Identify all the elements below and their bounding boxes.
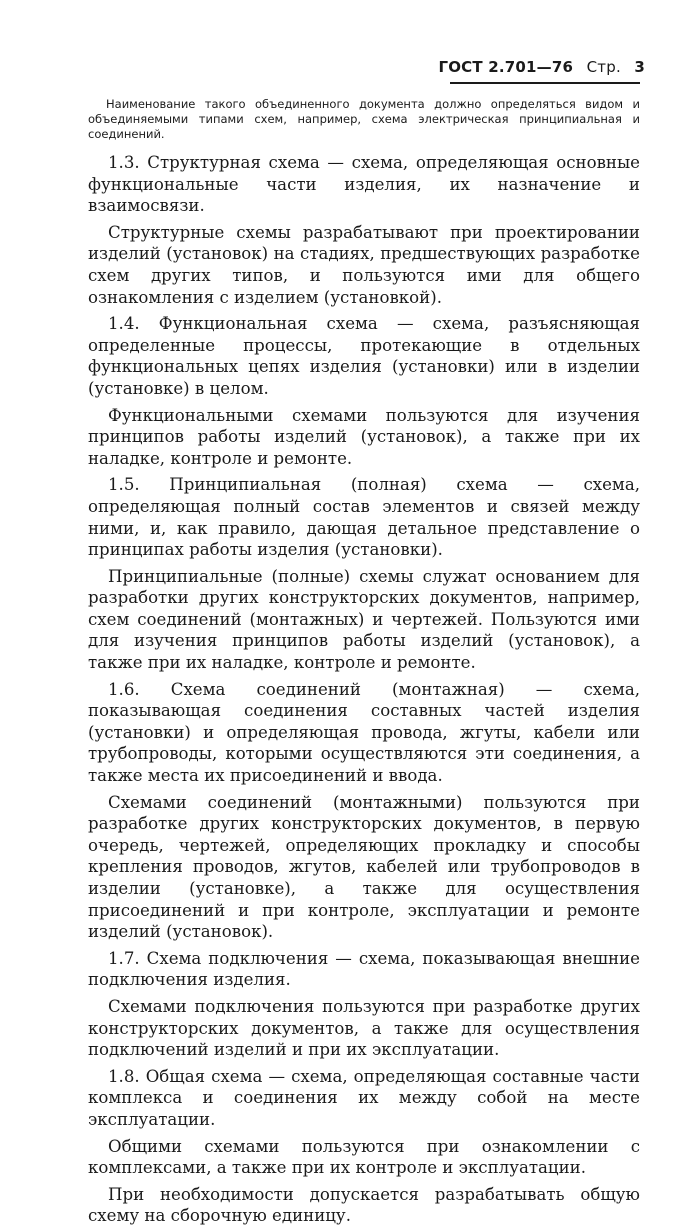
- paragraph-1-7: 1.7. Схема подключения — схема, показывающая внешние подключения изделия.: [88, 948, 640, 990]
- paragraph-functional-use: Функциональными схемами пользуются для изучения принципов работы изделий (установок), а также при их наладке, контроле и ремонте.: [88, 405, 640, 468]
- paragraph-connection-use: Схемами соединений (монтажными) пользуются при разработке других конструкторских документов, в первую очередь, чертежей, определяющих прокладку и способы крепления проводов, жгутов, кабелей или трубопроводов в изделии (установке), а также для осуществления присоединений и при контроле, эксплуатации и ремонте изделий (установок).: [88, 792, 640, 942]
- paragraph-1-6: 1.6. Схема соединений (монтажная) — схема, показывающая соединения составных частей изделия (установки) и определяющая провода, жгуты, кабели или трубопроводы, которыми осуществляются эти соединения, а также места их присоединений и ввода.: [88, 679, 640, 786]
- header-rule: [450, 82, 640, 84]
- page-label: Стр.: [586, 58, 621, 76]
- page-number: 3: [634, 58, 645, 76]
- paragraph-assembly-unit: При необходимости допускается разрабатывать общую схему на сборочную единицу.: [88, 1184, 640, 1226]
- paragraph-1-4: 1.4. Функциональная схема — схема, разъясняющая определенные процессы, протекающие в отдельных функциональных цепях изделия (установки) или в изделии (установке) в целом.: [88, 314, 640, 398]
- paragraph-1-5: 1.5. Принципиальная (полная) схема — схема, определяющая полный состав элементов и связей между ними, и, как правило, дающая детальное представление о принципах работы изделия (установки).: [88, 475, 640, 560]
- page-header: [430, 58, 645, 76]
- paragraph-wiring-use: Схемами подключения пользуются при разработке других конструкторских документов, а также для осуществления подключений изделий и при их эксплуатации.: [88, 996, 640, 1060]
- document-body: [88, 97, 640, 1232]
- paragraph-principal-use: Принципиальные (полные) схемы служат основанием для разработки других конструкторских документов, например, схем соединений (монтажных) и чертежей. Пользуются ими для изучения принципов работы изделий (установок), а также при их наладке, контроле и ремонте.: [88, 566, 640, 673]
- note-text: Наименование такого объединенного документа должно определяться видом и объединяемыми типами схем, например, схема электрическая принципиальная и соединений.: [88, 97, 640, 141]
- paragraph-1-8: 1.8. Общая схема — схема, определяющая составные части комплекса и соединения их между собой на месте эксплуатации.: [88, 1066, 640, 1129]
- paragraph-structural-use: Структурные схемы разрабатывают при проектировании изделий (установок) на стадиях, предшествующих разработке схем других типов, и пользуются ими для общего ознакомления с изделием (установкой).: [88, 222, 640, 307]
- standard-number: ГОСТ 2.701—76: [438, 58, 574, 76]
- paragraph-general-use: Общими схемами пользуются при ознакомлении с комплексами, а также при их контроле и эксплуатации.: [88, 1136, 640, 1178]
- paragraph-1-3: 1.3. Структурная схема — схема, определяющая основные функциональные части изделия, их назначение и взаимосвязи.: [88, 153, 640, 216]
